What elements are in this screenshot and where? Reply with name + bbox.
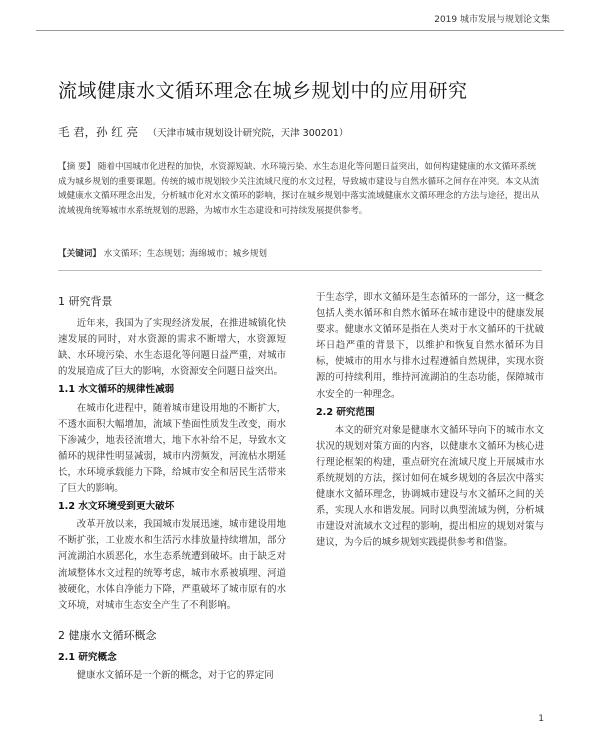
journal-header: 2019 城市发展与规划论文集 — [434, 15, 550, 25]
section-2-1-paragraph: 健康水文循环是一个新的概念，对于它的界定同 — [76, 669, 274, 681]
section-1-1-paragraph: 在城市化进程中，随着城市建设用地的不断扩大，不透水面积大幅增加，流域下垫面性质发生改变，雨水下渗减少，地表径流增大，地下水补给不足，导致水文循环的规律性明显减弱，城市内涝频发，河流枯水期延长，水环境承载能力下降，给城市安全和居民生活带来了巨大的影响。 — [58, 402, 286, 495]
affiliation: （天津市城市规划设计研究院，天津 300201） — [147, 128, 349, 139]
keywords-text: 水文循环；生态规划；海绵城市；城乡规划 — [103, 249, 268, 259]
right-paragraph-1: 于生态学，即水文循环是生态循环的一部分，这一概念包括人类水循环和自然水循环在城市建设中的健康发展要求。健康水文循环是指在人类对于水文循环的干扰破坏日趋严重的背景下，以维护和恢复自然水循环为目标，使城市的用水与排水过程遵循自然规律，实现水资源的可持续利用，维持河流湖泊的生态功能，保障城市水安全的一种理念。 — [316, 292, 544, 400]
abstract-label: 【摘 要】 — [58, 162, 96, 172]
author-names: 毛 君，孙 红 亮 — [58, 125, 138, 139]
keywords-label: 【关键词】 — [58, 249, 101, 259]
article-title: 流域健康水文循环理念在城乡规划中的应用研究 — [58, 80, 468, 102]
section-1-heading: 1 研究背景 — [58, 295, 113, 308]
section-1-2-paragraph: 改革开放以来，我国城市发展迅速，城市建设用地不断扩张，工业废水和生活污水排放量持续增加，部分河流湖泊水质恶化，水生态系统遭到破坏。由于缺乏对流域整体水文过程的统筹考虑，城市水系被填埋、河道被硬化，水体自净能力下降，严重破坏了城市原有的水文环境，对城市生态安全产生了不利影响。 — [58, 519, 286, 611]
section-1-paragraph: 近年来，我国为了实现经济发展，在推进城镇化快速发展的同时，对水资源的需求不断增大，水资源短缺、水环境污染、水生态退化等问题日益严重，对城市的发展造成了巨大的影响，水资源安全问题日益突出。 — [58, 318, 286, 378]
section-2-2-heading: 2.2 研究范围 — [316, 406, 375, 418]
abstract-text: 随着中国城市化进程的加快，水资源短缺、水环境污染、水生态退化等问题日益突出，如何构建健康的水文循环系统成为城乡规划的重要课题。传统的城市规划较少关注流域尺度的水文过程，导致城市建设与自然水循环之间存在冲突。本文从流域健康水文循环理念出发，分析城市化对水文循环的影响，探讨在城乡规划中落实流域健康水文循环理念的方法与途径，提出从流域视角统筹城市水系统规划的思路，为城市水生态建设和可持续发展提供参考。 — [58, 162, 540, 216]
header-rule — [36, 30, 564, 31]
left-column — [58, 290, 286, 684]
section-1-1-heading: 1.1 水文循环的规律性减弱 — [58, 384, 175, 396]
authors-line — [58, 124, 348, 140]
section-1-2-heading: 1.2 水文环境受到更大破坏 — [58, 501, 175, 513]
right-paragraph-2: 本文的研究对象是健康水文循环导向下的城市水文状况的规划对策方面的内容，以健康水文循环为核心进行理论框架的构建，重点研究在流域尺度上开展城市水系统规划的方法，探讨如何在城乡规划的各层次中落实健康水文循环理念，协调城市建设与水文循环之间的关系，实现人水和谐发展。同时以典型流域为例，分析城市建设对流域水文过程的影响，提出相应的规划对策与建议，为今后的城乡规划实践提供参考和借鉴。 — [316, 424, 544, 549]
section-2-heading: 2 健康水文循环概念 — [58, 628, 157, 642]
right-column — [316, 290, 544, 552]
page-number: 1 — [538, 714, 544, 724]
section-divider — [58, 270, 542, 271]
section-2-1-heading: 2.1 研究概念 — [58, 651, 117, 663]
keywords — [58, 247, 542, 259]
abstract — [58, 160, 542, 218]
